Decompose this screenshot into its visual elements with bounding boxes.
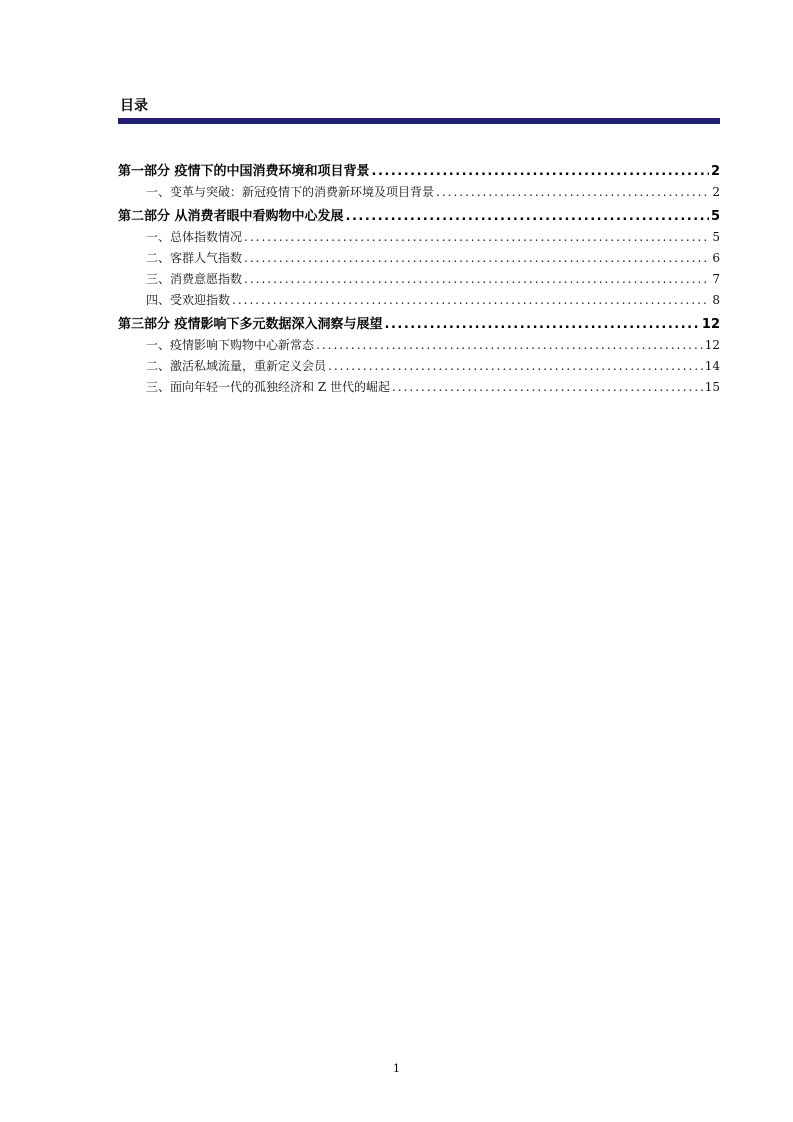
toc-entry-3-1[interactable] [118, 335, 720, 356]
toc-leader-dots [244, 269, 710, 290]
toc-entry-title: 一、总体指数情况 [146, 230, 243, 244]
toc-leader-dots [436, 182, 710, 203]
toc-leader-dots [328, 356, 703, 377]
table-of-contents [118, 162, 720, 398]
toc-page-number: 5 [710, 209, 720, 224]
toc-entry-title: 二、激活私域流量，重新定义会员 [146, 359, 327, 373]
toc-leader-dots [392, 377, 703, 398]
toc-leader-dots [232, 290, 710, 311]
toc-page-number: 2 [712, 185, 720, 199]
toc-leader-dots [316, 335, 703, 356]
toc-entry-3-3[interactable] [118, 377, 720, 398]
heading-rule [118, 118, 720, 124]
toc-entry-title: 三、消费意愿指数 [146, 272, 243, 286]
toc-leader-dots [372, 162, 709, 182]
toc-section-3[interactable] [118, 315, 720, 335]
toc-entry-title: 四、受欢迎指数 [146, 293, 231, 307]
toc-leader-dots [244, 248, 710, 269]
toc-heading: 目录 [120, 98, 148, 114]
toc-page-number: 12 [704, 338, 720, 352]
toc-entry-1-1[interactable] [118, 182, 720, 203]
toc-entry-title: 二、客群人气指数 [146, 251, 243, 265]
toc-page-number: 6 [712, 251, 720, 265]
toc-leader-dots [385, 315, 700, 335]
toc-page-number: 12 [701, 317, 720, 332]
toc-entry-2-2[interactable] [118, 248, 720, 269]
toc-entry-title: 一、疫情影响下购物中心新常态 [146, 338, 315, 352]
toc-section-1[interactable] [118, 162, 720, 182]
toc-page-number: 7 [712, 272, 720, 286]
toc-page-number: 15 [704, 380, 720, 394]
toc-page-number: 5 [712, 230, 720, 244]
toc-section-2[interactable] [118, 207, 720, 227]
toc-entry-3-2[interactable] [118, 356, 720, 377]
toc-section-title: 第三部分 疫情影响下多元数据深入洞察与展望 [118, 317, 383, 332]
toc-entry-2-4[interactable] [118, 290, 720, 311]
toc-section-title: 第一部分 疫情下的中国消费环境和项目背景 [118, 164, 370, 179]
toc-entry-2-3[interactable] [118, 269, 720, 290]
toc-page-number: 14 [704, 359, 720, 373]
toc-entry-2-1[interactable] [118, 227, 720, 248]
toc-leader-dots [346, 207, 709, 227]
toc-page-number: 2 [710, 164, 720, 179]
toc-page-number: 8 [712, 293, 720, 307]
toc-section-title: 第二部分 从消费者眼中看购物中心发展 [118, 209, 344, 224]
page-number: 1 [393, 1062, 400, 1075]
toc-entry-title: 一、变革与突破：新冠疫情下的消费新环境及项目背景 [146, 185, 435, 199]
toc-entry-title: 三、面向年轻一代的孤独经济和 Z 世代的崛起 [146, 380, 390, 394]
toc-leader-dots [244, 227, 710, 248]
